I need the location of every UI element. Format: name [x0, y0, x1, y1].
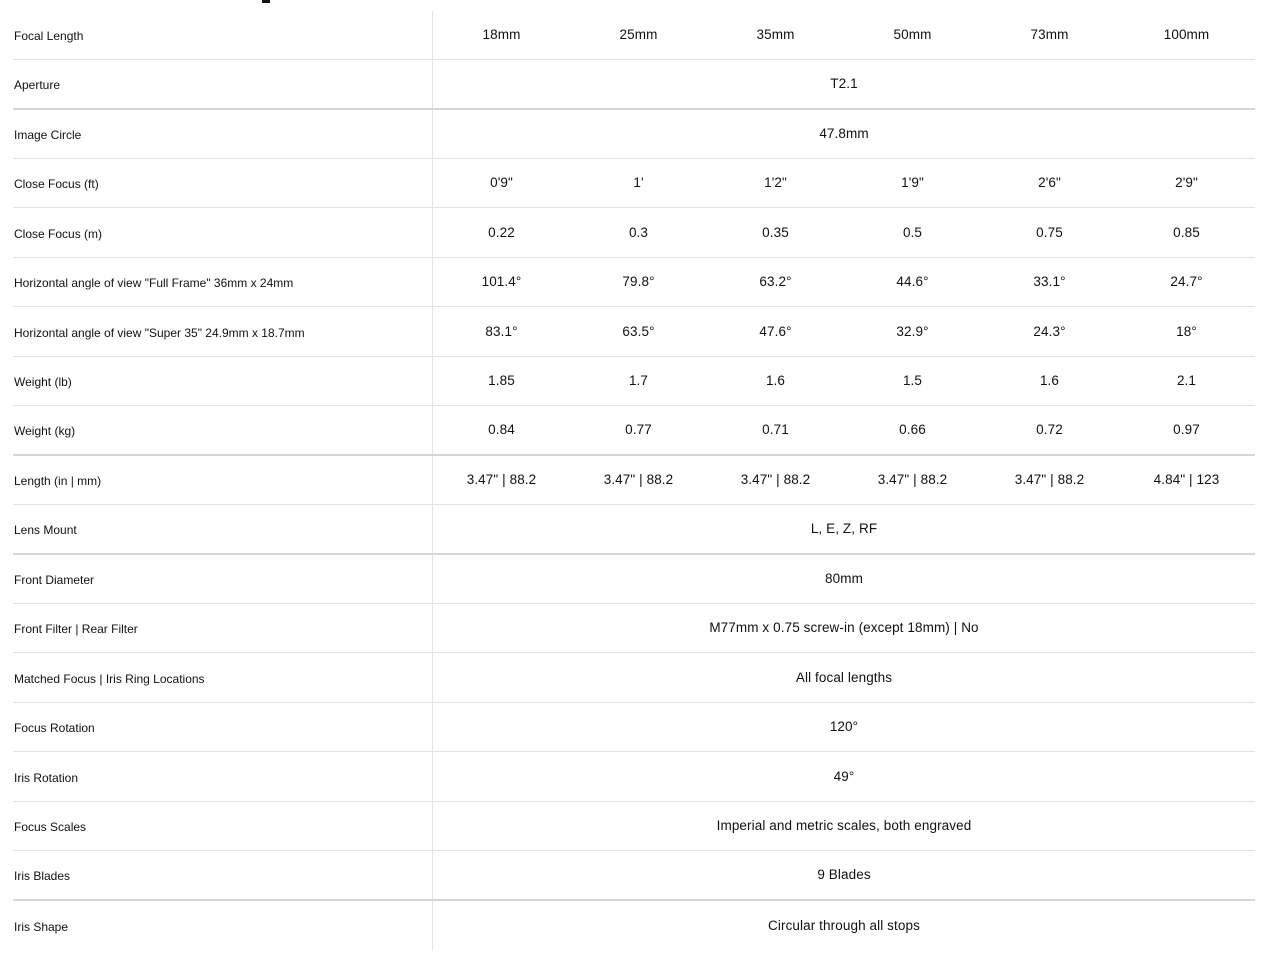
- row-label: Weight (kg): [13, 406, 433, 454]
- row-value: 0.77: [625, 422, 652, 437]
- row-label: Close Focus (m): [13, 208, 433, 257]
- row-value: 1'9": [901, 175, 924, 190]
- row-label: Front Diameter: [13, 555, 433, 603]
- row-value: 1.5: [902, 373, 923, 388]
- row-value: 1': [633, 175, 644, 190]
- table-row-close-focus-m: [13, 208, 1255, 258]
- table-row-front-diameter: [13, 555, 1255, 604]
- row-value: 1.85: [488, 373, 515, 388]
- row-value: 120°: [829, 719, 859, 734]
- row-label: Weight (lb): [13, 357, 433, 405]
- table-row-iris-shape: [13, 901, 1255, 951]
- heading-fragment: [262, 0, 270, 3]
- column-header: 18mm: [482, 27, 521, 42]
- table-row-matched-rings: [13, 653, 1255, 703]
- row-value: Circular through all stops: [768, 918, 920, 933]
- row-value: 24.7°: [1170, 274, 1203, 289]
- row-value: 0'9": [490, 175, 513, 190]
- row-label: Horizontal angle of view "Full Frame" 36mm x 24mm: [13, 258, 433, 306]
- row-value: 2.1: [1176, 373, 1197, 388]
- row-value: 0.97: [1173, 422, 1200, 437]
- row-label: Horizontal angle of view "Super 35" 24.9mm x 18.7mm: [13, 307, 433, 356]
- row-label: Close Focus (ft): [13, 159, 433, 207]
- row-label-focal-length: Focal Length: [13, 11, 433, 59]
- row-value: 44.6°: [896, 274, 929, 289]
- table-row-focus-rotation: [13, 703, 1255, 752]
- column-header: 100mm: [1163, 27, 1210, 42]
- spec-table: [13, 11, 1255, 951]
- row-value: 32.9°: [896, 323, 929, 339]
- row-value: 63.2°: [759, 274, 792, 289]
- row-label: Image Circle: [13, 110, 433, 158]
- row-value: 0.72: [1036, 422, 1063, 437]
- row-label: Iris Blades: [13, 851, 433, 899]
- row-value: 2'6": [1038, 175, 1061, 190]
- table-row-filters: [13, 604, 1255, 653]
- row-value: 4.84" | 123: [1153, 472, 1220, 487]
- row-value: 1'2": [764, 175, 787, 190]
- row-label: Length (in | mm): [13, 456, 433, 504]
- row-value: 33.1°: [1033, 274, 1066, 289]
- row-value: 101.4°: [481, 274, 522, 289]
- row-value: 3.47" | 88.2: [466, 472, 537, 487]
- row-value: 1.6: [765, 373, 786, 388]
- row-value: 0.3: [628, 224, 649, 240]
- row-value: 0.75: [1036, 224, 1063, 240]
- row-value: 49°: [833, 768, 855, 784]
- row-value: 0.71: [762, 422, 789, 437]
- table-row-close-focus-ft: [13, 159, 1255, 208]
- table-row-iris-blades: [13, 851, 1255, 901]
- row-label: Focus Scales: [13, 802, 433, 850]
- table-header-row: [13, 11, 1255, 60]
- row-value: 3.47" | 88.2: [877, 472, 948, 487]
- table-row-aperture: [13, 60, 1255, 110]
- column-header: 25mm: [619, 27, 658, 42]
- table-row-iris-rotation: [13, 752, 1255, 802]
- table-row-hfov-full-frame: [13, 258, 1255, 307]
- row-value: 3.47" | 88.2: [603, 472, 674, 487]
- table-row-lens-mount: [13, 505, 1255, 555]
- row-value: 83.1°: [485, 323, 518, 339]
- row-value: 47.6°: [759, 323, 792, 339]
- table-row-image-circle: [13, 110, 1255, 159]
- row-value: 18°: [1176, 323, 1197, 339]
- row-value: 0.35: [762, 224, 789, 240]
- row-label: Iris Rotation: [13, 752, 433, 801]
- table-row-weight-lb: [13, 357, 1255, 406]
- row-value: Imperial and metric scales, both engraved: [716, 818, 972, 833]
- row-value: 0.85: [1173, 224, 1200, 240]
- row-value: 0.5: [902, 224, 923, 240]
- row-value: 80mm: [825, 571, 863, 586]
- row-value: T2.1: [830, 76, 858, 91]
- row-value: 3.47" | 88.2: [1014, 472, 1085, 487]
- row-value: 1.6: [1039, 373, 1060, 388]
- row-value: 47.8mm: [819, 126, 869, 141]
- row-value: 9 Blades: [817, 867, 871, 882]
- row-value: 63.5°: [622, 323, 655, 339]
- row-value: 0.22: [488, 224, 515, 240]
- row-value: 3.47" | 88.2: [740, 472, 811, 487]
- table-row-length: [13, 456, 1255, 505]
- row-value: M77mm x 0.75 screw-in (except 18mm) | No: [709, 620, 979, 635]
- row-label: Lens Mount: [13, 505, 433, 553]
- row-value: All focal lengths: [795, 669, 893, 685]
- row-label: Front Filter | Rear Filter: [13, 604, 433, 652]
- row-label: Matched Focus | Iris Ring Locations: [13, 653, 433, 702]
- row-value: L, E, Z, RF: [810, 521, 878, 536]
- column-header: 35mm: [756, 27, 795, 42]
- table-row-focus-scales: [13, 802, 1255, 851]
- table-row-weight-kg: [13, 406, 1255, 456]
- row-label: Iris Shape: [13, 901, 433, 951]
- row-value: 2'9": [1175, 175, 1198, 190]
- row-value: 24.3°: [1033, 323, 1066, 339]
- column-header: 50mm: [893, 27, 932, 42]
- row-value: 79.8°: [622, 274, 655, 289]
- table-row-hfov-super35: [13, 307, 1255, 357]
- column-header: 73mm: [1030, 27, 1069, 42]
- row-label: Focus Rotation: [13, 703, 433, 751]
- row-value: 0.84: [488, 422, 515, 437]
- row-label: Aperture: [13, 60, 433, 108]
- row-value: 0.66: [899, 422, 926, 437]
- row-value: 1.7: [628, 373, 649, 388]
- focal-length-columns: [433, 11, 1255, 59]
